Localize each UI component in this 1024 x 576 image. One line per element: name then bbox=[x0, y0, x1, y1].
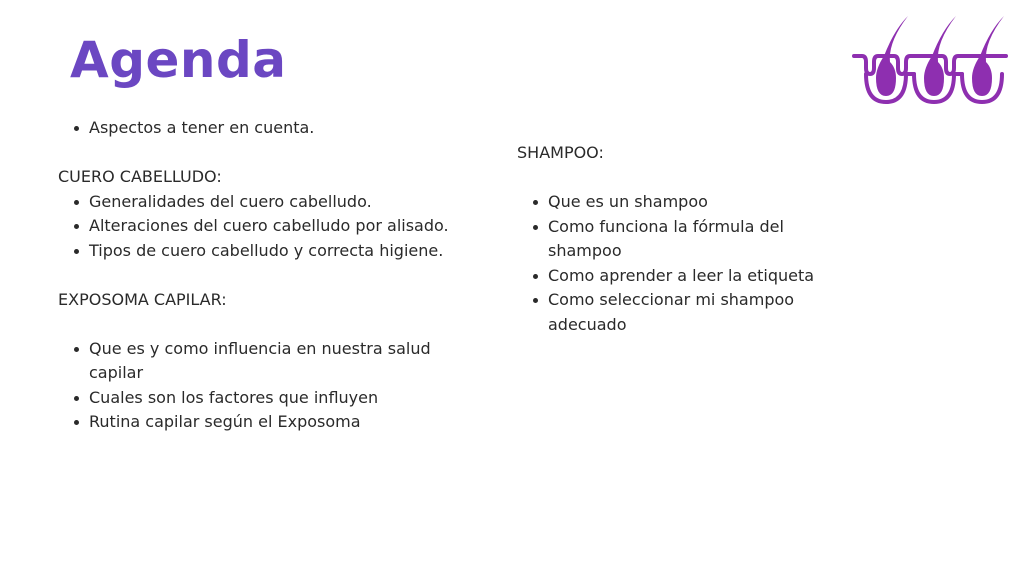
hair-follicles-logo-icon bbox=[850, 12, 1010, 106]
right-column bbox=[517, 141, 817, 337]
spacer bbox=[58, 312, 478, 337]
list-item: Alteraciones del cuero cabelludo por alisado. bbox=[89, 214, 478, 239]
intro-list bbox=[58, 116, 478, 141]
section-heading-cuero-cabelludo: CUERO CABELLUDO: bbox=[58, 167, 222, 186]
cuero-cabelludo-list bbox=[58, 190, 478, 264]
list-item: Cuales son los factores que influyen bbox=[89, 386, 478, 411]
list-item: Que es y como influencia en nuestra salud capilar bbox=[89, 337, 459, 386]
list-item: Como funciona la fórmula del shampoo bbox=[548, 215, 798, 264]
exposoma-capilar-list bbox=[58, 337, 478, 435]
list-item: Aspectos a tener en cuenta. bbox=[89, 116, 478, 141]
list-item: Que es un shampoo bbox=[548, 190, 817, 215]
list-item: Como aprender a leer la etiqueta bbox=[548, 264, 817, 289]
list-item: Tipos de cuero cabelludo y correcta higiene. bbox=[89, 239, 478, 264]
list-item: Generalidades del cuero cabelludo. bbox=[89, 190, 478, 215]
slide-title: Agenda bbox=[70, 31, 287, 89]
list-item: Rutina capilar según el Exposoma bbox=[89, 410, 478, 435]
spacer bbox=[517, 166, 817, 191]
section-heading-shampoo: SHAMPOO: bbox=[517, 143, 604, 162]
left-column bbox=[58, 116, 478, 435]
section-heading-exposoma-capilar: EXPOSOMA CAPILAR: bbox=[58, 289, 227, 309]
shampoo-list bbox=[517, 190, 817, 337]
spacer bbox=[58, 263, 478, 288]
list-item: Como seleccionar mi shampoo adecuado bbox=[548, 288, 810, 337]
spacer bbox=[58, 141, 478, 166]
